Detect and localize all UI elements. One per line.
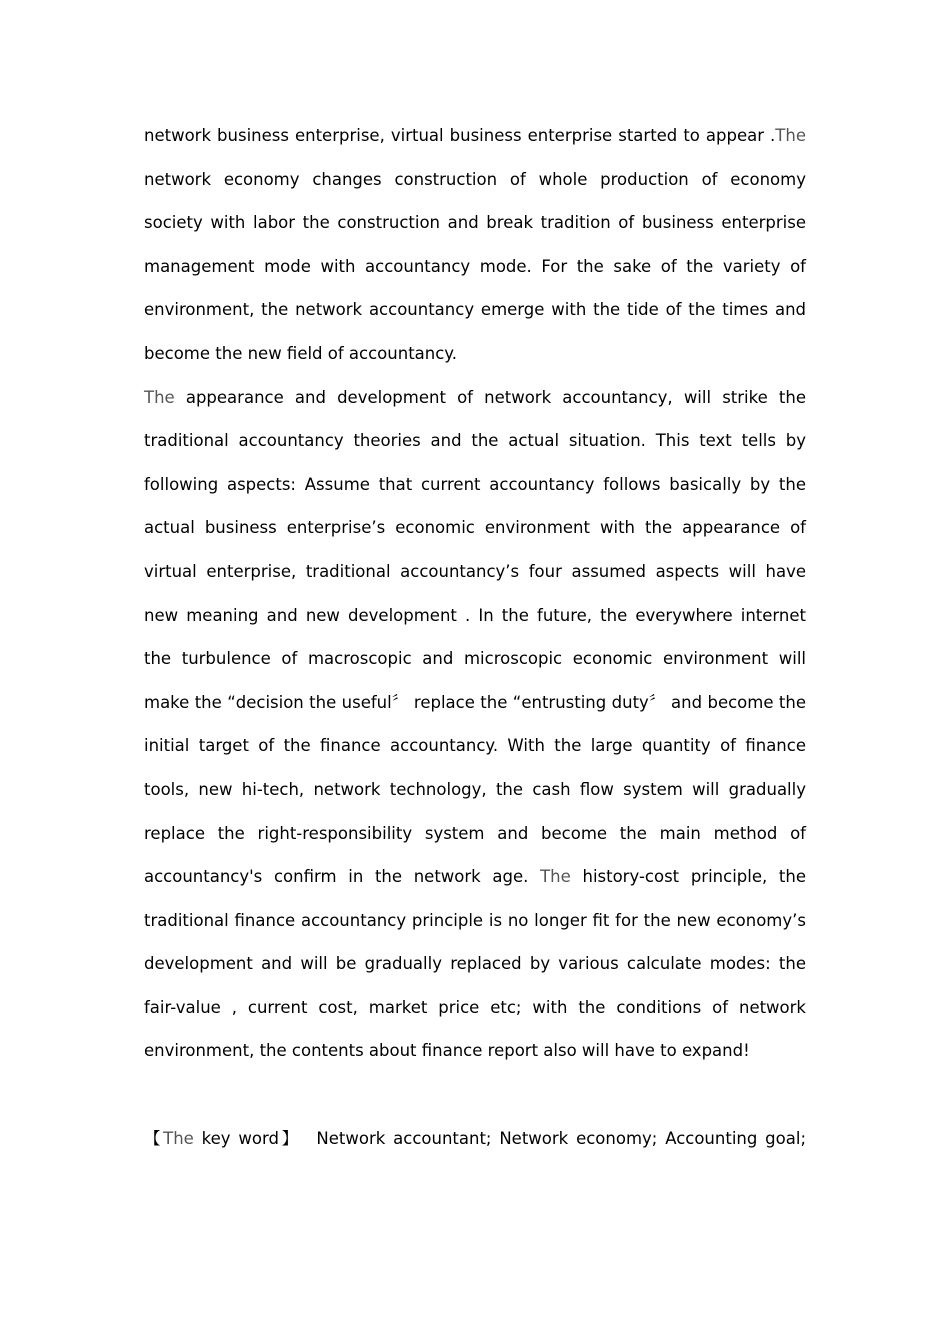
keyword-close-bracket: 】 <box>278 1128 301 1148</box>
paragraph-main <box>144 376 806 1074</box>
keyword-label: key word <box>193 1128 279 1148</box>
para1-text-before: network business enterprise, virtual business enterprise started to appear . <box>144 126 776 145</box>
para2-text-1: appearance and development of network accountancy, will strike the traditional accountancy theories and the actual situation. This text tells by following aspects: Assume that current accountancy follows basically by the actual business enterprise’s economic environment with the appearance of virtual enterprise, traditional accountancy’s four assumed aspects will have new meaning and new development . In the future, the everywhere internet the turbulence of macroscopic and microscopic economic environment will make the “decision the useful〞 replace the “entrusting duty〞 and become the initial target of the finance accountancy. With the large quantity of finance tools, new hi-tech, network technology, the cash flow system will gradually replace the right-responsibility system and become the main method of accountancy's confirm in the network age. <box>144 387 806 887</box>
keyword-highlight: The <box>163 1128 194 1148</box>
para2-highlight-2: The <box>540 867 571 887</box>
para1-text-after: network economy changes construction of whole production of economy society with labor the construction and break tradition of business enterprise management mode with accountancy mode. For the sake of the variety of environment, the network accountancy emerge with the tide of the times and become the new field of accountancy. <box>144 169 806 363</box>
keyword-terms: Network accountant; Network economy; Accounting goal; <box>316 1128 807 1148</box>
para2-text-2: history-cost principle, the traditional finance accountancy principle is no longer fit for the new economy’s development and will be gradually replaced by various calculate modes: the fair-value , current cost, market price etc; with the conditions of network environment, the contents about finance report also will have to expand! <box>144 867 806 1061</box>
document-body <box>144 114 806 1160</box>
para1-highlight: The <box>775 126 806 145</box>
keyword-open-bracket: 【 <box>144 1128 164 1148</box>
paragraph-intro <box>144 114 806 376</box>
paragraph-spacer <box>144 1073 806 1117</box>
keyword-line <box>144 1117 806 1161</box>
para2-highlight-1: The <box>144 387 175 407</box>
